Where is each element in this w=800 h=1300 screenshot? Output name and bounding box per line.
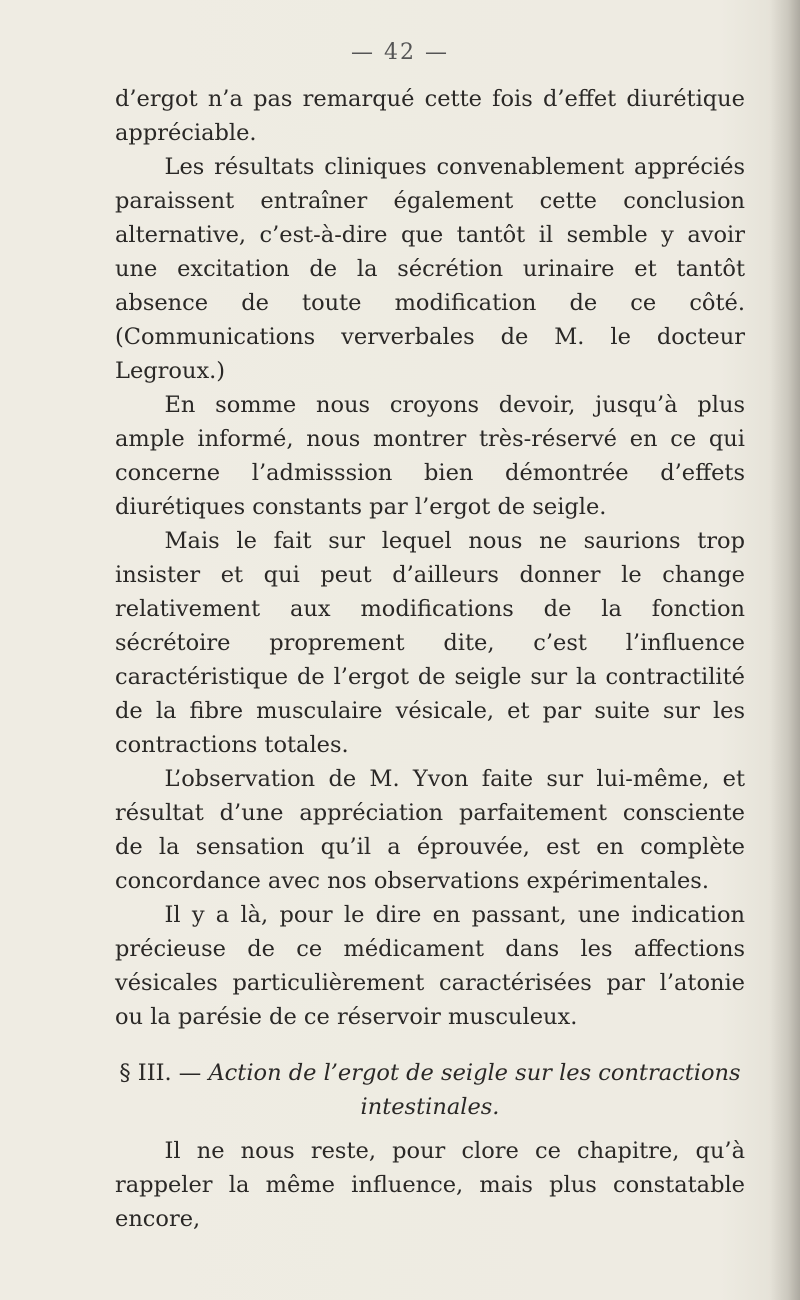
paragraph: L’observation de M. Yvon faite sur lui-même, et résultat d’une appréciation parfaitement consciente de la sensation qu’il a éprouvée, est en complète concordance avec nos observations expérimentales. <box>115 766 745 894</box>
section-title-line1: Action de l’ergot de seigle sur les contractions <box>208 1060 741 1086</box>
paragraph: Mais le fait sur lequel nous ne saurions trop insister et qui peut d’ailleurs donner le change relativement aux modifications de la fonction sécrétoire proprement dite, c’est l’influence caractéristique de l’ergot de seigle sur la contractilité de la fibre musculaire vésicale, et par suite sur les contractions totales. <box>115 528 745 758</box>
section-number: § III. — <box>119 1060 202 1086</box>
page-number: — 42 — <box>351 40 449 65</box>
paragraph: Les résultats cliniques convenablement appréciés paraissent entraîner également cette conclusion alternative, c’est-à-dire que tantôt il semble y avoir une excitation de la sécrétion urinaire et tantôt absence de toute modification de ce côté. (Communications ververbales de M. le docteur Legroux.) <box>115 154 745 384</box>
page-edge-shadow <box>770 0 800 1300</box>
paragraph: En somme nous croyons devoir, jusqu’à plus ample informé, nous montrer très-réservé en ce qui concerne l’admisssion bien démontrée d’effets diurétiques constants par l’ergot de seigle. <box>115 392 745 520</box>
paragraph: Il y a là, pour le dire en passant, une indication précieuse de ce médicament dans les affections vésicales particulièrement caractérisées par l’atonie ou la parésie de ce réservoir musculeux. <box>115 902 745 1030</box>
section-title-line2: intestinales. <box>360 1094 500 1120</box>
page-text <box>115 82 745 1236</box>
paragraph-continued: d’ergot n’a pas remarqué cette fois d’effet diurétique appréciable. <box>115 86 745 146</box>
section-heading <box>115 1056 745 1124</box>
paragraph: Il ne nous reste, pour clore ce chapitre, qu’à rappeler la même influence, mais plus constatable encore, <box>115 1138 745 1232</box>
